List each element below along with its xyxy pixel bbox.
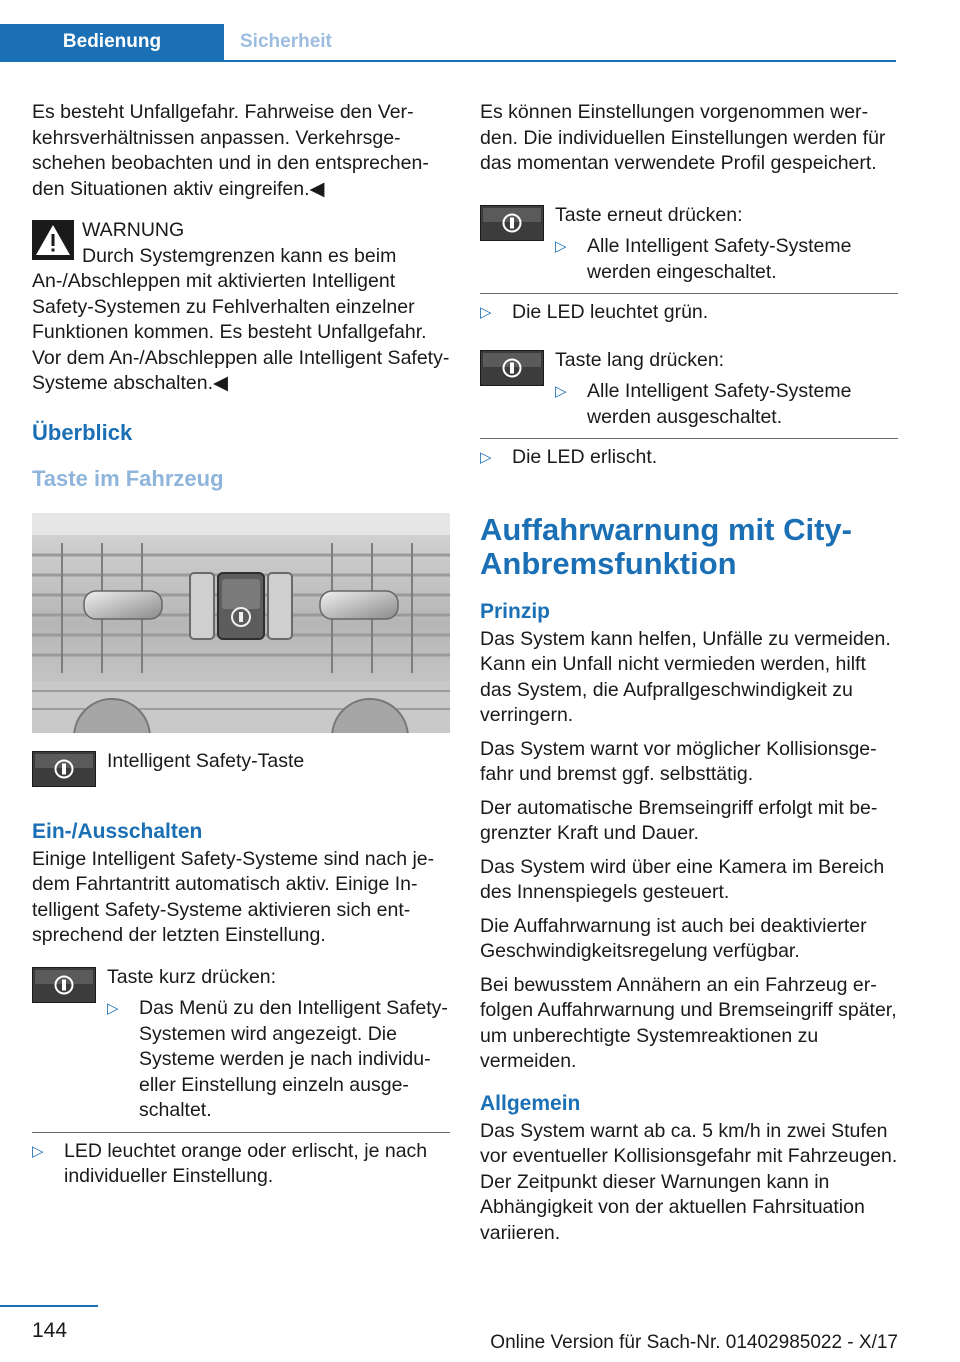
list-item-all-on <box>555 234 898 285</box>
heading-on-off: Ein-/Ausschalten <box>32 819 203 843</box>
list-item-text: Die LED erlischt. <box>512 446 658 468</box>
list-separator <box>32 1132 450 1133</box>
list-item-text: Das Menü zu den Intelligent Safety-Systemen wird angezeigt. Die Systeme werden je nach individueller Einstellung einzeln ausgeschaltet. <box>139 997 448 1121</box>
bullet-triangle-icon: ▷ <box>32 1142 44 1160</box>
press-long-label: Taste lang drücken: <box>555 348 725 371</box>
on-off-paragraph: Einige Intelligent Safety-Systeme sind nach jedem Fahrtantritt automatisch aktiv. Einige Intelligent Safety-Systeme aktivieren sich entsprechend der letzten Einstellung. <box>32 847 435 946</box>
bullet-triangle-icon: ▷ <box>555 238 567 255</box>
warning-text: Durch Systemgrenzen kann es beim An-/Abschleppen mit aktivierten Intelligent Safety-Systemen zu Fehlverhalten einzelner Funktionen kommen. Es besteht Unfallgefahr. Vor dem An-/Abschleppen alle Intelligent Safety-Systeme abschalten.◀ <box>32 244 450 394</box>
list-item-text: LED leuchtet orange oder erlischt, je nach individueller Einstellung. <box>64 1139 428 1187</box>
heading-button-in-vehicle: Taste im Fahrzeug <box>32 465 224 491</box>
principle-paragraph-6: Bei bewusstem Annähern an ein Fahrzeug erfolgen Auffahrwarnung und Bremseingriff später, um unberechtigte Systemreaktionen zu vermeiden. <box>480 973 897 1072</box>
list-item-text: Alle Intelligent Safety-Systeme werden ausgeschaltet. <box>587 380 852 428</box>
press-again-row <box>480 203 898 286</box>
safety-button-caption-row <box>32 749 450 793</box>
principle-paragraph-1: Das System kann helfen, Unfälle zu vermeiden. Kann ein Unfall nicht vermieden werden, hilft das System, die Aufprallgeschwindigkeit zu verringern. <box>480 627 891 726</box>
intelligent-safety-button-icon <box>32 967 96 1003</box>
left-column <box>32 100 450 1190</box>
list-separator <box>480 293 898 294</box>
list-item-all-off <box>555 379 898 430</box>
intro-paragraph: Es besteht Unfallgefahr. Fahrweise den Verkehrsverhältnissen anpassen. Verkehrsgeschehen beobachten und in den entsprechenden Situationen aktiv eingreifen.◀ <box>32 101 429 200</box>
list-separator <box>480 438 898 439</box>
list-item-text: Alle Intelligent Safety-Systeme werden eingeschaltet. <box>587 235 852 283</box>
bullet-triangle-icon: ▷ <box>555 383 567 400</box>
intelligent-safety-button-icon <box>32 751 96 787</box>
principle-paragraph-3: Der automatische Bremseingriff erfolgt mit begrenzter Kraft und Dauer. <box>480 796 878 844</box>
press-short-label: Taste kurz drücken: <box>107 965 277 988</box>
bullet-triangle-icon: ▷ <box>480 304 492 321</box>
warning-block <box>32 218 450 397</box>
heading-general: Allgemein <box>480 1091 581 1115</box>
tab-bedienung[interactable]: Bedienung <box>0 24 224 60</box>
intelligent-safety-button-icon <box>480 350 544 386</box>
principle-paragraph-5: Die Auffahrwarnung ist auch bei deaktivierter Geschwindigkeitsregelung verfügbar. <box>480 914 867 962</box>
list-item-led-off <box>480 445 898 471</box>
safety-button-caption: Intelligent Safety-Taste <box>107 749 305 772</box>
principle-paragraph-2: Das System warnt vor möglicher Kollisionsgefahr und bremst ggf. selbsttätig. <box>480 737 877 785</box>
press-long-row <box>480 348 898 431</box>
tab-sicherheit[interactable]: Sicherheit <box>240 31 332 52</box>
tabbar-divider <box>0 60 896 62</box>
warning-title: WARNUNG <box>82 219 185 241</box>
heading-overview: Überblick <box>32 419 133 445</box>
heading-forward-collision-warning: Auffahrwarnung mit City-Anbremsfunktion <box>480 511 852 581</box>
bullet-triangle-icon: ▷ <box>107 1000 119 1017</box>
press-short-row <box>32 965 450 1124</box>
press-again-label: Taste erneut drücken: <box>555 203 743 226</box>
list-item-led-orange <box>32 1139 450 1190</box>
general-paragraph: Das System warnt ab ca. 5 km/h in zwei Stufen vor eventueller Kollisionsgefahr mit Fahrzeugen. Der Zeitpunkt dieser Warnungen kann in Abhängigkeit von der aktuellen Fahrsituation variieren. <box>480 1119 898 1244</box>
page-number: 144 <box>32 1319 68 1342</box>
list-item-text: Die LED leuchtet grün. <box>512 301 709 323</box>
heading-principle: Prinzip <box>480 599 551 623</box>
online-version-note: Online Version für Sach-Nr. 01402985022 - X/17 <box>490 1332 898 1353</box>
footer-accent-line <box>0 1305 98 1307</box>
principle-paragraph-4: Das System wird über eine Kamera im Bereich des Innenspiegels gesteuert. <box>480 855 885 903</box>
right-column <box>480 100 898 1254</box>
bullet-triangle-icon: ▷ <box>480 449 492 466</box>
intelligent-safety-button-icon <box>480 205 544 241</box>
dashboard-photo <box>32 513 450 733</box>
list-item-led-green <box>480 300 898 326</box>
chapter-tabbar <box>0 24 896 62</box>
settings-paragraph: Es können Einstellungen vorgenommen werden. Die individuellen Einstellungen werden für das momentan verwendete Profil gespeichert. <box>480 101 886 174</box>
list-item-menu-shown <box>107 996 450 1124</box>
warning-triangle-icon <box>32 220 74 260</box>
